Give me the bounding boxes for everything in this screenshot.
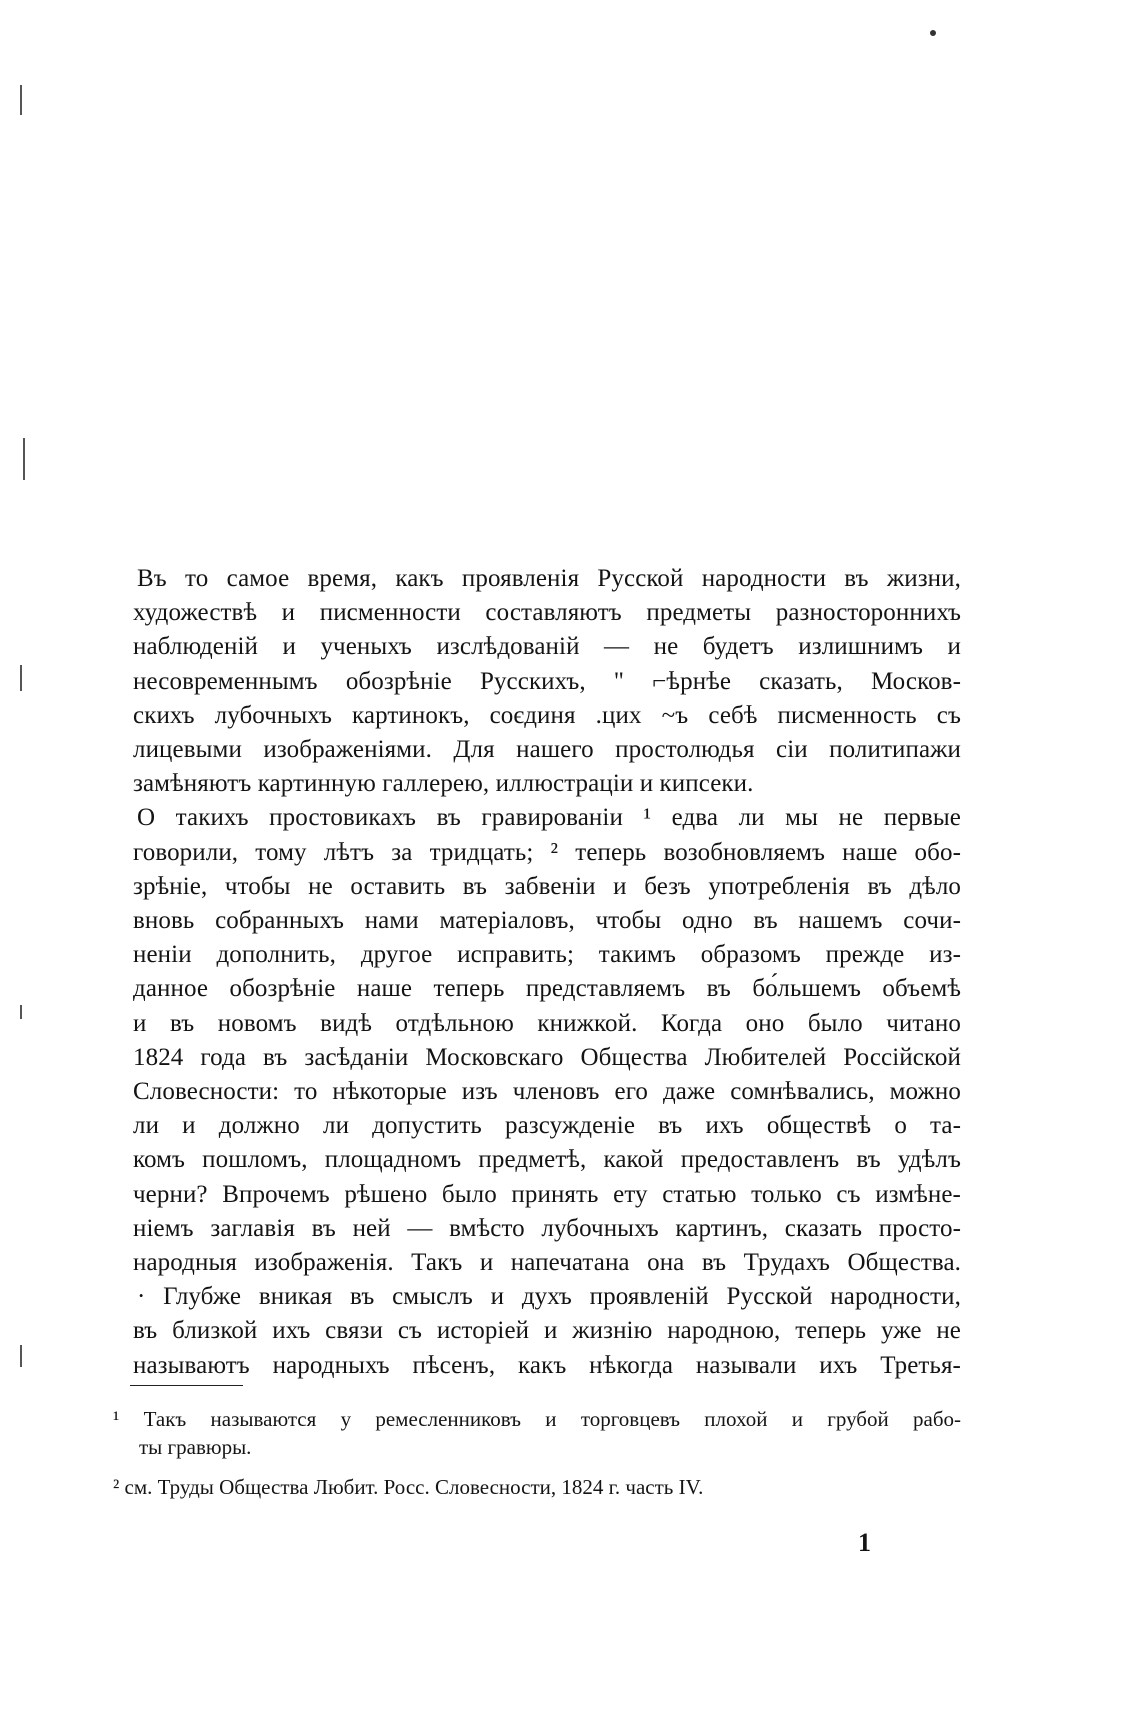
text-line: данное обозрѣніе наше теперь представляемъ въ бо́льшемъ объемѣ xyxy=(133,975,961,1003)
text-line: въ близкой ихъ связи съ исторіей и жизнію народною, теперь уже не xyxy=(133,1317,961,1345)
text-line: Въ то самое время, какъ проявленія Русской народности въ жизни, xyxy=(137,565,961,592)
text-line: скихъ лубочныхъ картинокъ, соєдиня .цих ~ъ себѣ писменность съ xyxy=(133,701,961,729)
text-line: называютъ народныхъ пѣсенъ, какъ нѣкогда называли ихъ Третья- xyxy=(133,1351,961,1379)
margin-mark xyxy=(20,85,22,115)
footnote-line: ты гравюры. xyxy=(139,1435,252,1459)
text-line: замѣняютъ картинную галлерею, иллюстраціи и кипсеки. xyxy=(133,770,754,798)
text-line: зрѣніе, чтобы не оставить въ забвеніи и безъ употребленія въ дѣло xyxy=(133,872,961,900)
paragraph-1 xyxy=(133,562,961,801)
footnotes xyxy=(113,1405,961,1501)
text-line: Словесности: то нѣкоторые изъ членовъ его даже сомнѣвались, можно xyxy=(133,1078,961,1106)
ink-speck xyxy=(930,30,936,36)
footnote-2 xyxy=(113,1473,961,1501)
footnote-separator xyxy=(130,1385,243,1386)
text-line: ніемъ заглавія въ ней — вмѣсто лубочныхъ картинъ, сказать просто- xyxy=(133,1214,961,1242)
paragraph-2 xyxy=(133,801,961,1280)
text-line: неніи дополнить, другое исправить; такимъ образомъ прежде из- xyxy=(133,941,961,969)
text-line: · Глубже вникая въ смыслъ и духъ проявленій Русской народности, xyxy=(137,1283,961,1311)
footnote-line: ² см. Труды Общества Любит. Росс. Словесности, 1824 г. часть IV. xyxy=(113,1475,704,1499)
margin-mark xyxy=(20,1005,22,1019)
text-line: художествѣ и писменности составляютъ предметы разностороннихъ xyxy=(133,599,961,627)
text-line: лицевыми изображеніями. Для нашего простолюдья сіи политипажи xyxy=(133,736,961,764)
margin-mark xyxy=(23,438,25,480)
text-line: ли и должно ли допустить разсужденіе въ ихъ обществѣ о та- xyxy=(133,1112,961,1140)
text-line: несовременнымъ обозрѣніе Русскихъ, " ⌐ѣрнѣе сказать, Москов- xyxy=(133,667,961,695)
page-number: 1 xyxy=(858,1528,871,1557)
text-line: народныя изображенія. Такъ и напечатана она въ Трудахъ Общества. xyxy=(133,1249,961,1277)
margin-mark xyxy=(20,665,22,691)
text-line: и въ новомъ видѣ отдѣльною книжкой. Когда оно было читано xyxy=(133,1009,961,1037)
footnote-line: ¹ Такъ называются у ремесленниковъ и торговцевъ плохой и грубой рабо- xyxy=(113,1407,961,1431)
text-line: О такихъ простовикахъ въ гравированіи ¹ едва ли мы не первые xyxy=(137,804,961,832)
text-line: наблюденій и ученыхъ изслѣдованій — не будетъ излишнимъ и xyxy=(133,633,961,661)
text-line: говорили, тому лѣтъ за тридцать; ² теперь возобновляемъ наше обо- xyxy=(133,838,961,866)
body-text xyxy=(133,562,961,1383)
margin-mark xyxy=(20,1345,22,1367)
text-line: 1824 года въ засѣданіи Московскаго Общества Любителей Россійской xyxy=(133,1043,961,1071)
text-line: черни? Впрочемъ рѣшено было принять ету статью только съ измѣне- xyxy=(133,1180,961,1208)
text-line: комъ пошломъ, площадномъ предметѣ, какой предоставленъ въ удѣлъ xyxy=(133,1146,961,1174)
text-line: вновь собранныхъ нами матеріаловъ, чтобы одно въ нашемъ сочи- xyxy=(133,907,961,935)
paragraph-3 xyxy=(133,1280,961,1383)
footnote-1 xyxy=(113,1405,961,1461)
